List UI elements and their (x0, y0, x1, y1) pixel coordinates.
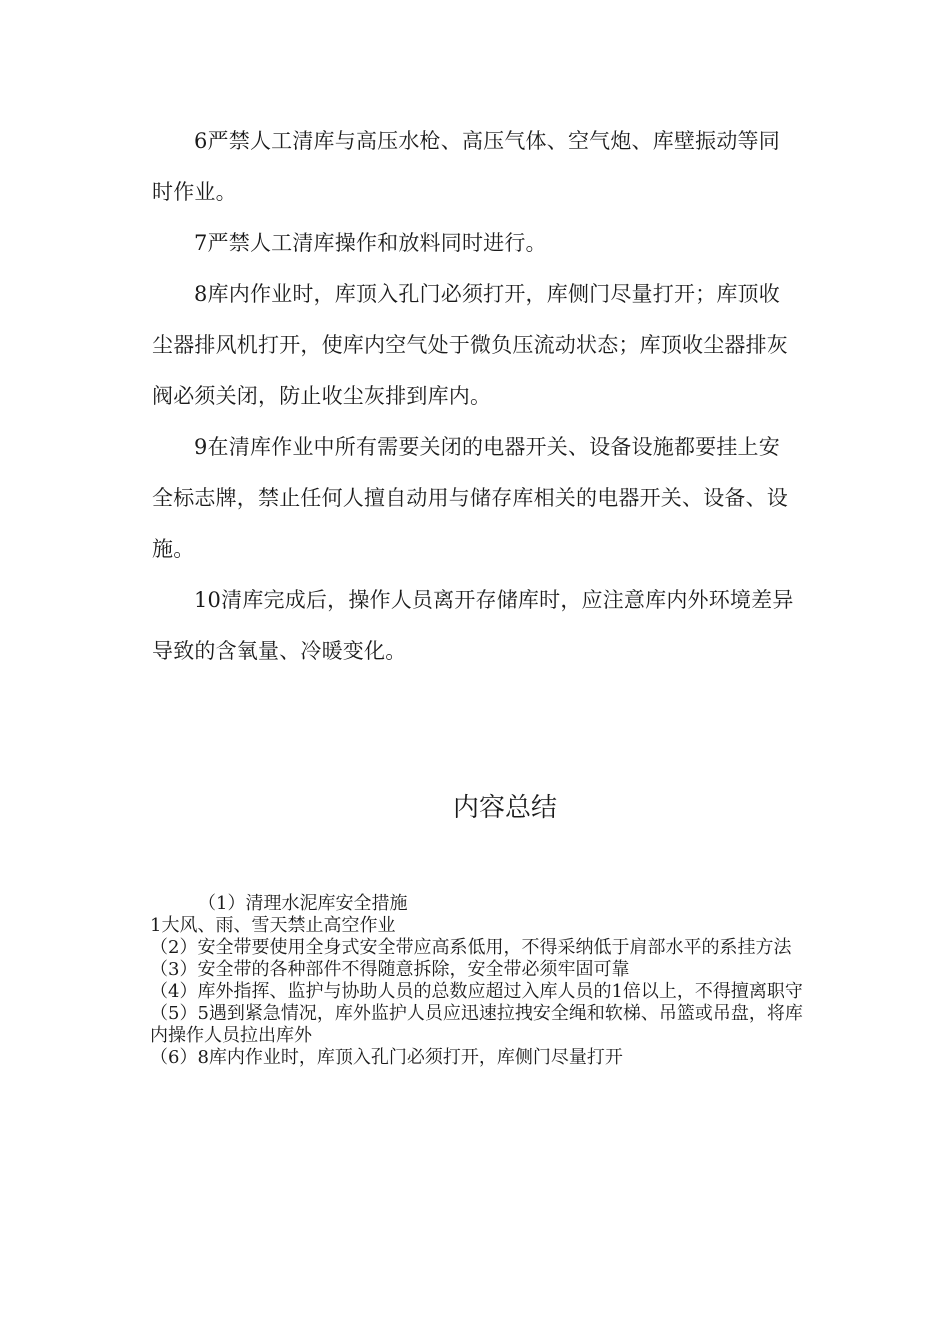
summary-list (150, 893, 805, 1069)
summary-title: 内容总结 (452, 793, 557, 823)
paragraph-item-9: 9在清库作业中所有需要关闭的电器开关、设备设施都要挂上安全标志牌，禁止任何人擅自动用与储存库相关的电器开关、设备、设施。 (152, 435, 788, 561)
body-text-section (152, 116, 800, 677)
summary-line-4: （3）安全带的各种部件不得随意拆除，安全带必须牢固可靠 (150, 959, 630, 980)
summary-line-2: 1大风、雨、雪天禁止高空作业 (150, 915, 396, 936)
paragraph-item-6: 6严禁人工清库与高压水枪、高压气体、空气炮、库壁振动等同时作业。 (152, 129, 780, 204)
paragraph-item-10: 10清库完成后，操作人员离开存储库时，应注意库内外环境差异导致的含氧量、冷暖变化。 (152, 588, 794, 663)
summary-line-7: （6）8库内作业时，库顶入孔门必须打开，库侧门尽量打开 (150, 1047, 623, 1068)
paragraph-item-8: 8库内作业时，库顶入孔门必须打开，库侧门尽量打开；库顶收尘器排风机打开，使库内空气处于微负压流动状态；库顶收尘器排灰阀必须关闭，防止收尘灰排到库内。 (152, 282, 788, 408)
summary-line-6: （5）5遇到紧急情况，库外监护人员应迅速拉拽安全绳和软梯、吊篮或吊盘，将库内操作人员拉出库外 (150, 1003, 803, 1046)
summary-line-1: （1）清理水泥库安全措施 (198, 893, 408, 914)
summary-line-3: （2）安全带要使用全身式安全带应高系低用，不得采纳低于肩部水平的系挂方法 (150, 937, 792, 958)
paragraph-item-7: 7严禁人工清库操作和放料同时进行。 (194, 231, 547, 255)
summary-line-5: （4）库外指挥、监护与协助人员的总数应超过入库人员的1倍以上，不得擅离职守 (150, 981, 803, 1002)
